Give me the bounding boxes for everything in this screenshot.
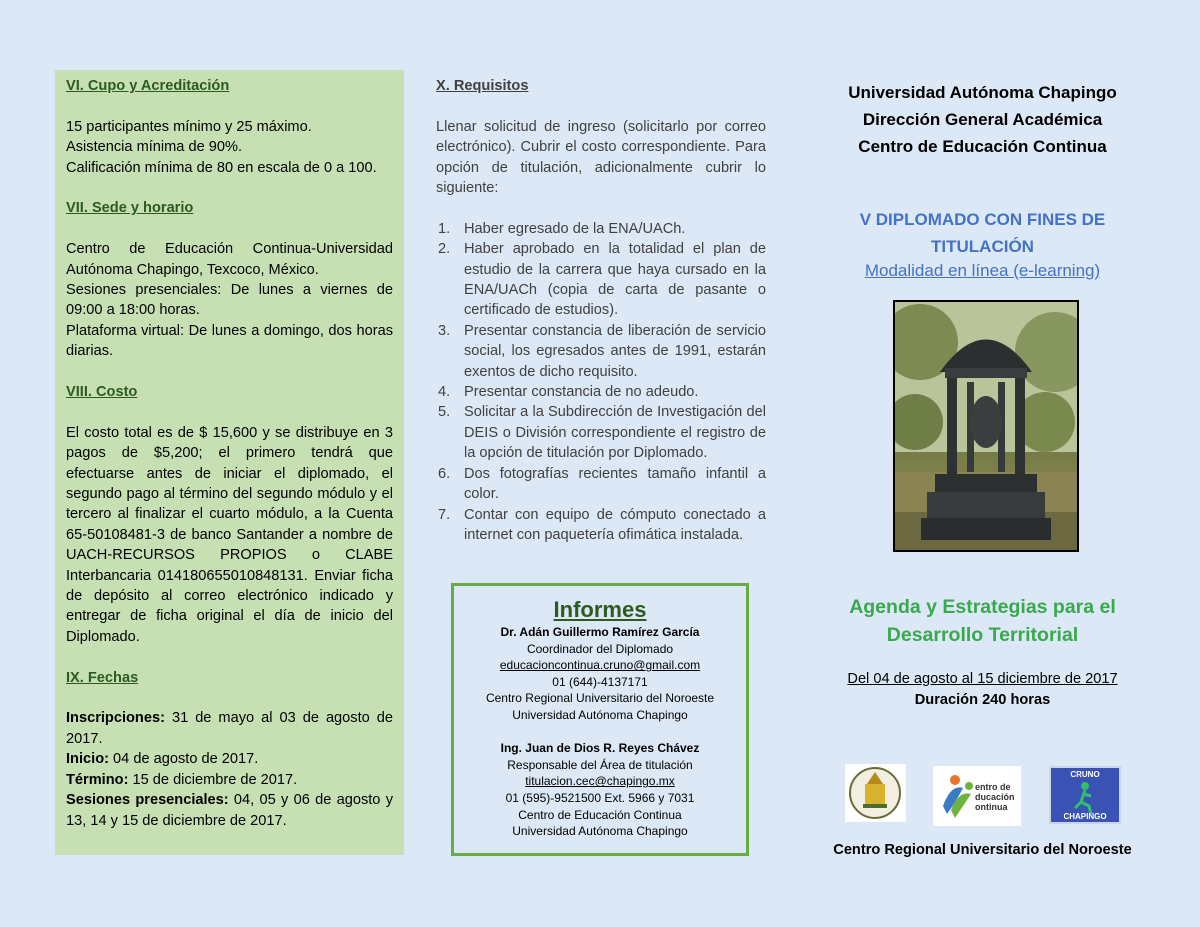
- institution-direction: Dirección General Académica: [862, 110, 1103, 129]
- contact-1-university: Universidad Autónoma Chapingo: [512, 707, 688, 722]
- fountain-illustration: [895, 302, 1077, 550]
- requisitos-intro: Llenar solicitud de ingreso (solicitarlo por correo electrónico). Cubrir el costo correspondiente. Para opción de titulación, adicionalmente cubrir lo siguiente:: [436, 118, 766, 197]
- list-item: 2. Haber aprobado en la totalidad el plan de estudio de la carrera que haya cursado en la ENA/UACh (copia de carta de pasante o certificado de estudios).: [438, 241, 766, 319]
- contact-1-name: Dr. Adán Guillermo Ramírez García: [500, 625, 700, 639]
- institution-block: [800, 79, 1165, 160]
- contact-2-org: Centro de Educación Continua: [518, 807, 682, 822]
- contact-2-phone: 01 (595)-9521500 Ext. 5966 y 7031: [505, 790, 695, 805]
- section-title-fechas: IX. Fechas: [66, 669, 139, 686]
- modalidad-link[interactable]: Modalidad en línea (e-learning): [864, 261, 1101, 280]
- costo-text: El costo total es de $ 15,600 y se distribuye en 3 pagos de $5,200; el primero tendrá que efectuarse antes de iniciar el diplomado, el segundo pago al término del segundo módulo y el tercero al finalizar el cuarto módulo, a la Cuenta 65-50108481-3 de banco Santander a nombre de UACH-RECURSOS PROPIOS o CLABE Interbancaria 014180655010848131. Enviar ficha de depósito al correo electrónico indicado y entregar de ficha original el día de inicio del Diplomado.: [66, 424, 393, 645]
- sede-line: Centro de Educación Continua-Universidad Autónoma Chapingo, Texcoco, México.: [66, 241, 393, 278]
- footer-center-name: Centro Regional Universitario del Noroeste: [833, 842, 1132, 858]
- list-item: 7. Contar con equipo de cómputo conectado a internet con paquetería ofimática instalada.: [438, 506, 766, 543]
- fecha-termino: Término: 15 de diciembre de 2017.: [66, 771, 298, 788]
- contact-1-org: Centro Regional Universitario del Noroeste: [485, 691, 715, 706]
- section-title-requisitos: X. Requisitos: [436, 78, 529, 94]
- cec-logo-line-1: entro de: [975, 782, 1011, 792]
- institution-center: Centro de Educación Continua: [858, 137, 1107, 156]
- fecha-sesiones: Sesiones presenciales: 04, 05 y 06 de agosto y 13, 14 y 15 de diciembre de 2017.: [66, 792, 393, 829]
- uach-seal-icon: [845, 764, 906, 822]
- calificacion-line: Calificación mínima de 80 en escala de 0 a 100.: [66, 159, 377, 176]
- contact-2-university: Universidad Autónoma Chapingo: [512, 824, 688, 839]
- list-item: 4. Presentar constancia de no adeudo.: [438, 384, 699, 401]
- fecha-inscripciones: Inscripciones: 31 de mayo al 03 de agosto de 2017.: [66, 710, 393, 747]
- asistencia-line: Asistencia mínima de 90%.: [66, 139, 243, 156]
- list-item: 6. Dos fotografías recientes tamaño infantil a color.: [438, 465, 766, 503]
- list-item: 3. Presentar constancia de liberación de servicio social, los egresados antes de 1991, estarán exentos de dicho requisito.: [438, 322, 766, 380]
- uach-seal-logo: [845, 764, 906, 822]
- cruno-logo: [1049, 766, 1121, 824]
- cupo-line: 15 participantes mínimo y 25 máximo.: [66, 118, 312, 135]
- institution-name: Universidad Autónoma Chapingo: [848, 83, 1117, 102]
- informes-box: [451, 583, 749, 856]
- contact-2-role: Responsable del Área de titulación: [507, 757, 693, 772]
- section-title-costo: VIII. Costo: [66, 384, 138, 401]
- duration: Duración 240 horas: [914, 692, 1051, 708]
- panel-requisitos: [436, 76, 766, 545]
- contact-1-phone: 01 (644)-4137171: [552, 674, 648, 689]
- sesiones-line: Sesiones presenciales: De lunes a viernes de 09:00 a 18:00 horas.: [66, 282, 393, 319]
- informes-title: Informes: [553, 597, 647, 622]
- cruno-logo-bottom-text: CHAPINGO: [1063, 812, 1107, 821]
- list-item: 5. Solicitar a la Subdirección de Investigación del DEIS o División correspondiente el registro de la opción de titulación por Diplomado.: [438, 404, 766, 462]
- cruno-logo-top-text: CRUNO: [1070, 770, 1100, 779]
- contact-1-role: Coordinador del Diplomado: [526, 641, 674, 656]
- diplomado-title: V DIPLOMADO CON FINES DE TITULACIÓN: [859, 210, 1106, 256]
- panel-cupo-sede-costo-fechas: [55, 70, 404, 855]
- diplomado-subject: Agenda y Estrategias para el Desarrollo Territorial: [849, 596, 1116, 646]
- contact-1-email-link[interactable]: educacioncontinua.cruno@gmail.com: [499, 658, 701, 673]
- plataforma-line: Plataforma virtual: De lunes a domingo, dos horas diarias.: [66, 322, 393, 360]
- cec-logo: [933, 766, 1021, 826]
- cec-logo-line-3: ontinua: [975, 802, 1008, 812]
- date-range: Del 04 de agosto al 15 diciembre de 2017: [847, 671, 1118, 687]
- list-item: 1. Haber egresado de la ENA/UACh.: [438, 220, 686, 237]
- section-title-cupo: VI. Cupo y Acreditación: [66, 78, 230, 94]
- cec-logo-line-2: ducación: [975, 792, 1015, 802]
- section-title-sede: VII. Sede y horario: [66, 200, 194, 217]
- contact-2-name: Ing. Juan de Dios R. Reyes Chávez: [500, 741, 700, 756]
- contact-2-email-link[interactable]: titulacion.cec@chapingo.mx: [525, 774, 675, 789]
- fecha-inicio: Inicio: 04 de agosto de 2017.: [66, 751, 259, 768]
- fountain-photo: [893, 300, 1079, 552]
- requisitos-list: [436, 219, 766, 546]
